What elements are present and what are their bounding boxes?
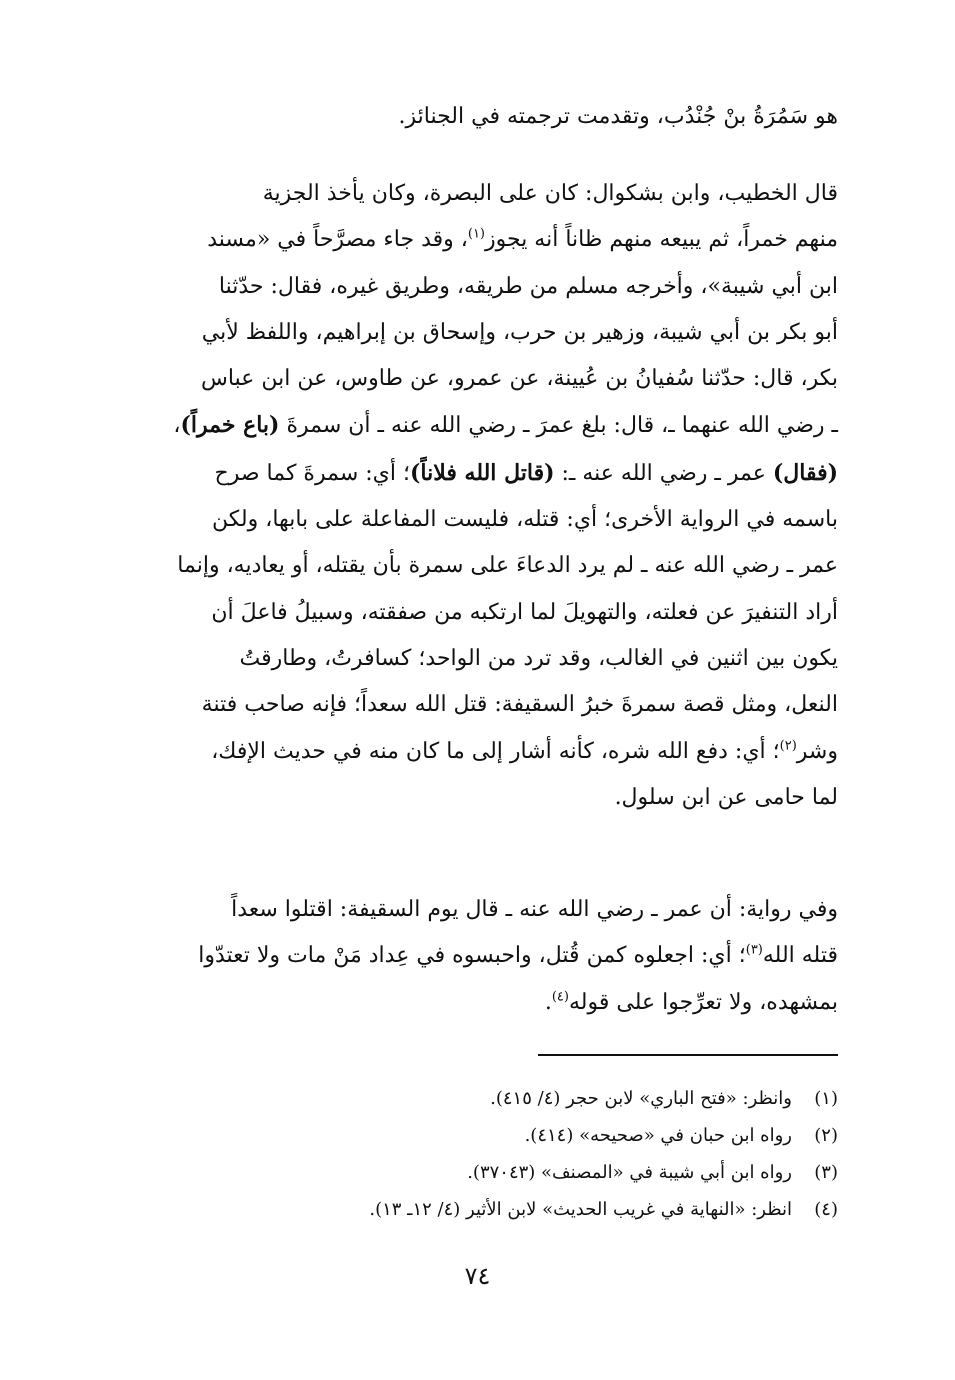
text-run: عمر ـ رضي الله عنه ـ: xyxy=(554,460,773,486)
footnote-text: رواه ابن أبي شيبة في «المصنف» (٣٧٠٤٣). xyxy=(467,1162,792,1183)
footnote-text: وانظر: «فتح الباري» لابن حجر (٤/ ٤١٥). xyxy=(490,1088,792,1109)
text-line: لما حامى عن ابن سلول. xyxy=(614,784,838,810)
text-line: باسمه في الرواية الأخرى؛ أي: قتله، فليست المفاعلة على بابها، ولكن xyxy=(212,507,838,533)
text-line: النعل، ومثل قصة سمرةَ خبرُ السقيفة: قتل الله سعداً؛ فإنه صاحب فتنة xyxy=(201,692,838,718)
text-run: ؛ أي: سمرةَ كما صرح xyxy=(214,460,410,486)
text-run: ، وقد جاء مصرَّحاً في «مسند xyxy=(207,227,468,253)
text-line: قال الخطيب، وابن بشكوال: كان على البصرة، وكان يأخذ الجزية xyxy=(262,181,838,206)
text-run: منهم خمراً، ثم يبيعه منهم ظاناً أنه يجوز xyxy=(485,227,838,253)
page-number: ٧٤ xyxy=(464,1262,491,1290)
footnote-number: (٤) xyxy=(814,1199,838,1220)
footnote-item xyxy=(118,1117,838,1154)
text-run: ـ رضي الله عنهما ـ، قال: بلغ عمرَ ـ رضي الله عنه ـ أن سمرةَ xyxy=(279,413,838,439)
text-line: وفي رواية: أن عمر ـ رضي الله عنه ـ قال يوم السقيفة: اقتلوا سعداً xyxy=(231,897,838,922)
footnote-ref-4: (٤) xyxy=(551,989,569,1005)
hadith-quote: (فقال) xyxy=(772,459,838,486)
text-line xyxy=(118,933,838,979)
text-run: وشر xyxy=(796,738,838,764)
hadith-quote: (قاتل الله فلاناً) xyxy=(409,459,555,486)
text-line xyxy=(118,729,838,775)
hadith-quote: (باع خمراً) xyxy=(180,412,280,439)
text-line xyxy=(118,450,838,497)
text-line xyxy=(118,402,838,449)
text-line: يكون بين اثنين في الغالب، وقد ترد من الواحد؛ كسافرتُ، وطارقتُ xyxy=(239,645,838,671)
footnote-ref-3: (٣) xyxy=(745,942,763,958)
footnote-text: انظر: «النهاية في غريب الحديث» لابن الأثير (٤/ ١٢ـ ١٣). xyxy=(369,1199,792,1220)
footnote-number: (١) xyxy=(814,1088,838,1109)
footnote-item xyxy=(118,1154,838,1191)
footnote-divider xyxy=(538,1054,838,1056)
footnote-ref-2: (٢) xyxy=(779,738,797,754)
footnote-number: (٢) xyxy=(814,1125,838,1146)
text-line: عمر ـ رضي الله عنه ـ لم يرد الدعاءَ على سمرة بأن يقتله، أو يعاديه، وإنما xyxy=(177,553,838,579)
footnote-item xyxy=(118,1191,838,1228)
text-line: هو سَمُرَةُ بنْ جُنْدُب، وتقدمت ترجمته في الجنائز. xyxy=(398,104,838,129)
text-line xyxy=(118,980,838,1026)
footnote-item xyxy=(118,1080,838,1117)
text-line: بكر، قال: حدّثنا سُفيانُ بن عُيينة، عن عمرو، عن طاوس، عن ابن عباس xyxy=(201,366,838,392)
text-line xyxy=(118,217,838,263)
text-run: ، xyxy=(173,413,181,439)
paragraph-2 xyxy=(118,887,838,1026)
text-run: قتله الله xyxy=(762,943,838,969)
text-line: أبو بكر بن أبي شيبة، وزهير بن حرب، وإسحاق بن إبراهيم، واللفظ لأبي xyxy=(201,319,838,345)
paragraph-1 xyxy=(118,171,838,821)
text-line: ابن أبي شيبة»، وأخرجه مسلم من طريقه، وطريق غيره، فقال: حدّثنا xyxy=(218,273,838,299)
footnote-ref-1: (١) xyxy=(467,226,485,242)
text-run: ؛ أي: اجعلوه كمن قُتل، واحبسوه في عِداد مَنْ مات ولا تعتدّوا xyxy=(198,943,746,969)
text-run: بمشهده، ولا تعرِّجوا على قوله xyxy=(568,989,838,1015)
footnote-text: رواه ابن حبان في «صحيحه» (٤١٤). xyxy=(524,1125,792,1146)
footnotes xyxy=(118,1080,838,1228)
text-line: أراد التنفيرَ عن فعلته، والتهويلَ لما ارتكبه من صفقته، وسبيلُ فاعلَ أن xyxy=(211,599,838,625)
text-run: ؛ أي: دفع الله شره، كأنه أشار إلى ما كان منه في حديث الإفك، xyxy=(211,738,780,764)
footnote-number: (٣) xyxy=(814,1162,838,1183)
intro-line xyxy=(118,94,838,140)
text-run: . xyxy=(544,989,552,1015)
